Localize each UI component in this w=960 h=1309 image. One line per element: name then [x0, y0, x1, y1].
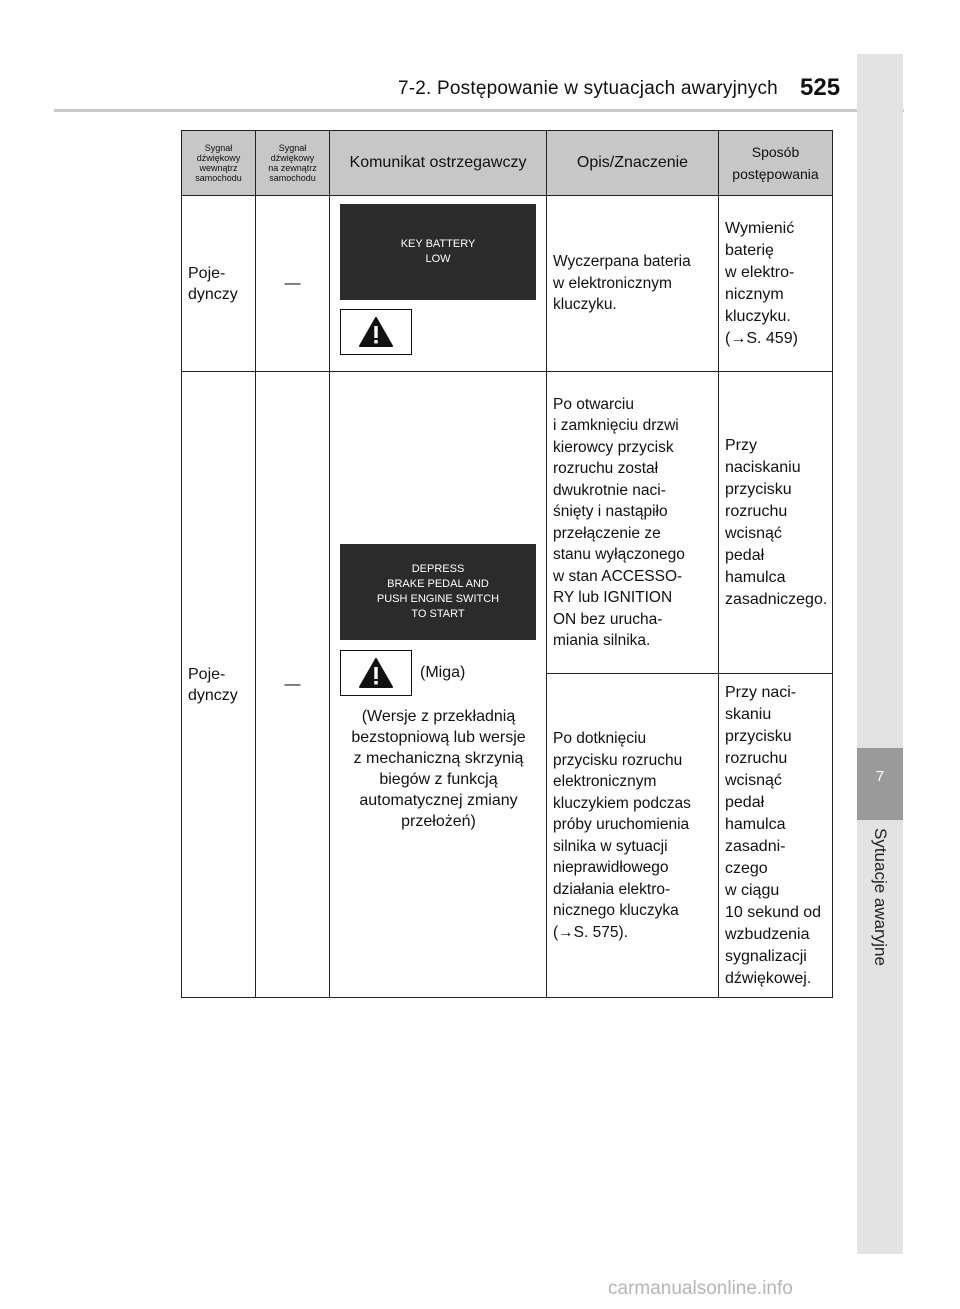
warning-icon-box — [340, 650, 412, 696]
inside-buzzer-value: Poje- dynczy — [188, 665, 238, 704]
description-text: Po dotknięciu przycisku rozruchu elektronicznym kluczykiem podczas próby uruchomienia silnika w sytuacji nieprawidłowego działania elektro- nicznego kluczyka (→S. 575). — [553, 730, 691, 941]
header-message-label: Komunikat ostrzegawczy — [349, 154, 527, 171]
action-text: Przy naci- skaniu przycisku rozruchu wcisnąć pedał hamulca zasadni- czego w ciągu 10 sekund od wzbudzenia sygnalizacji dźwiękowej. — [725, 683, 822, 987]
header-message — [330, 131, 547, 196]
outside-buzzer-value: — — [284, 675, 301, 693]
header-outside-buzzer-label: Sygnał dźwiękowy na zewnątrz samochodu — [268, 143, 317, 183]
section-title: 7-2. Postępowanie w sytuacjach awaryjnych — [398, 78, 778, 99]
header-description-label: Opis/Znaczenie — [576, 154, 689, 171]
warning-triangle-icon — [358, 316, 394, 348]
inside-buzzer-cell — [182, 372, 256, 998]
outside-buzzer-value: — — [284, 274, 301, 292]
table-row — [182, 372, 833, 674]
key-battery-low-display: KEY BATTERY LOW — [340, 204, 536, 300]
action-cell — [719, 674, 833, 998]
warning-triangle-icon — [358, 657, 394, 689]
description-cell — [547, 196, 719, 372]
action-cell — [719, 196, 833, 372]
action-text: Przy naciskaniu przycisku rozruchu wcisnąć pedał hamulca zasadniczego. — [725, 436, 828, 608]
action-cell — [719, 372, 833, 674]
depress-brake-display: DEPRESS BRAKE PEDAL AND PUSH ENGINE SWITCH TO START — [340, 544, 536, 640]
chapter-label-container — [857, 828, 903, 988]
chapter-label: Sytuacje awaryjne — [871, 828, 890, 966]
warning-messages-table — [181, 130, 833, 998]
message-cell — [330, 372, 547, 998]
header-action-label: Sposób postępowania — [732, 144, 819, 182]
header-outside-buzzer — [256, 131, 330, 196]
page-number: 525 — [800, 74, 841, 101]
blink-note: (Miga) — [420, 664, 466, 681]
warning-icon-box — [340, 309, 412, 355]
inside-buzzer-cell — [182, 196, 256, 372]
outside-buzzer-cell — [256, 196, 330, 372]
chapter-number: 7 — [875, 768, 885, 785]
outside-buzzer-cell — [256, 372, 330, 998]
table-header-row — [182, 131, 833, 196]
header-action — [719, 131, 833, 196]
inside-buzzer-value: Poje- dynczy — [188, 264, 238, 303]
version-note: (Wersje z przekładnią bezstopniową lub wersje z mechaniczną skrzynią biegów z funkcją automatycznej zmiany przełożeń) — [351, 708, 526, 830]
header-divider — [54, 109, 904, 112]
side-chapter-strip — [857, 54, 903, 1254]
description-text: Po otwarciu i zamknięciu drzwi kierowcy przycisk rozruchu został dwukrotnie naci- śnięty i nastąpiło przełączenie ze stanu wyłączonego w stan ACCESSO- RY lub IGNITION ON bez urucha- miania silnika. — [553, 395, 685, 649]
table-row — [182, 196, 833, 372]
message-cell — [330, 196, 547, 372]
action-text: Wymienić baterię w elektro- nicznym kluczyku. (→S. 459) — [725, 219, 798, 347]
description-cell — [547, 372, 719, 674]
description-cell — [547, 674, 719, 998]
header-description — [547, 131, 719, 196]
header-inside-buzzer-label: Sygnał dźwiękowy wewnątrz samochodu — [195, 143, 242, 183]
header-inside-buzzer — [182, 131, 256, 196]
footer-watermark: carmanualsonline.info — [608, 1278, 793, 1299]
description-text: Wyczerpana bateria w elektronicznym kluczyku. — [553, 253, 691, 314]
